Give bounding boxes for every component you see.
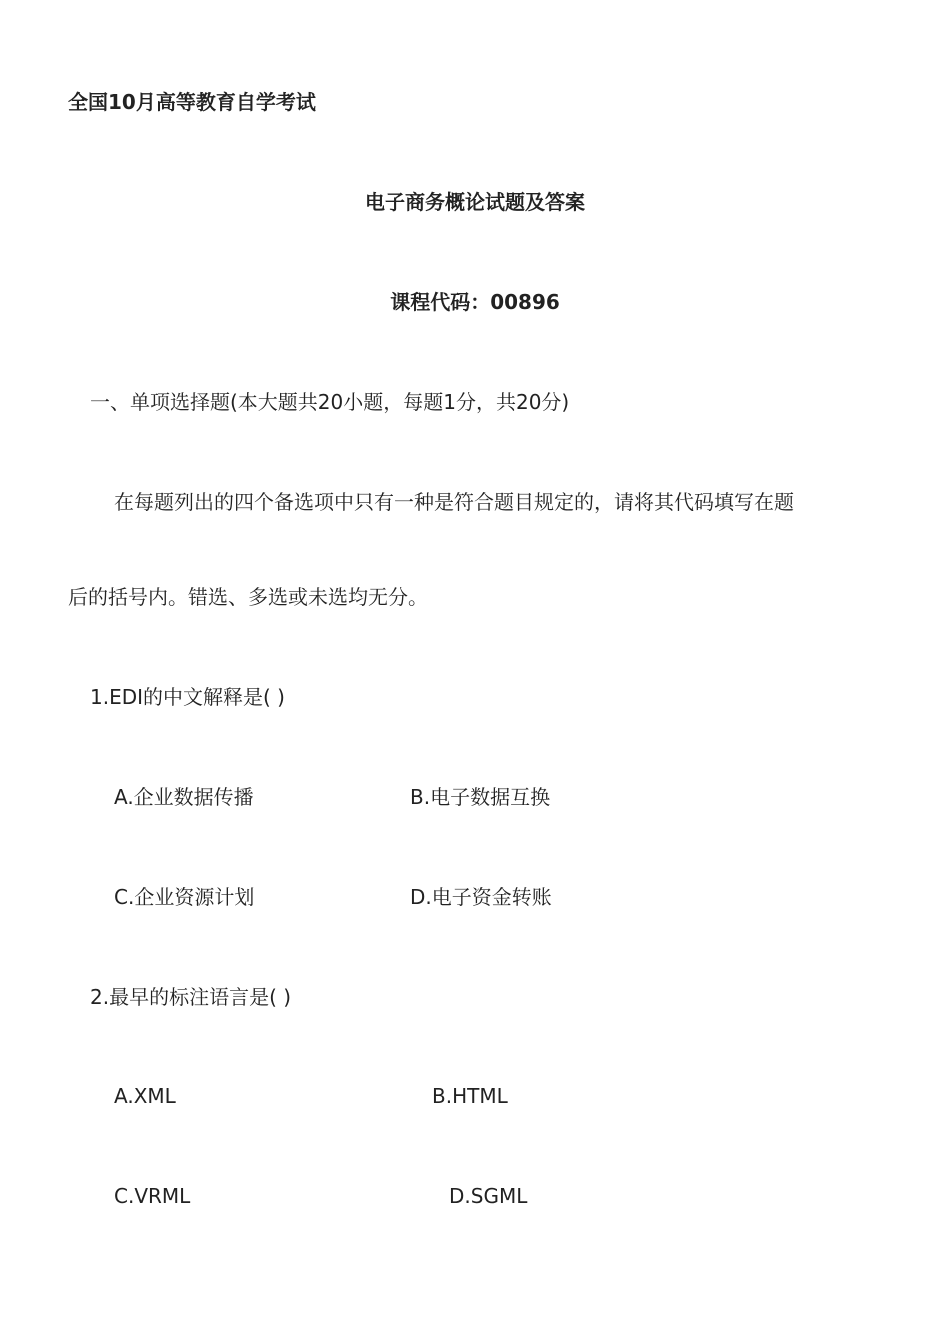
course-code: 课程代码：00896: [390, 290, 560, 314]
section-heading: 一、单项选择题(本大题共20小题，每题1分，共20分): [90, 390, 570, 414]
question-1-option-a: A.企业数据传播: [114, 785, 254, 809]
question-2-text: 2.最早的标注语言是( ): [90, 985, 292, 1009]
instructions-line-1: 在每题列出的四个备选项中只有一种是符合题目规定的，请将其代码填写在题: [114, 490, 794, 514]
instructions-line-2: 后的括号内。错选、多选或未选均无分。: [68, 585, 428, 609]
question-1-text: 1.EDI的中文解释是( ): [90, 685, 285, 709]
question-1-option-d: D.电子资金转账: [410, 885, 552, 909]
document-title: 电子商务概论试题及答案: [365, 190, 585, 214]
question-2-option-c: C.VRML: [114, 1184, 191, 1208]
question-1-option-c: C.企业资源计划: [114, 885, 255, 909]
question-2-option-a: A.XML: [114, 1084, 176, 1108]
question-2-option-d: D.SGML: [449, 1184, 528, 1208]
exam-header: 全国10月高等教育自学考试: [68, 90, 316, 114]
question-1-option-b: B.电子数据互换: [410, 785, 551, 809]
question-2-option-b: B.HTML: [432, 1084, 508, 1108]
